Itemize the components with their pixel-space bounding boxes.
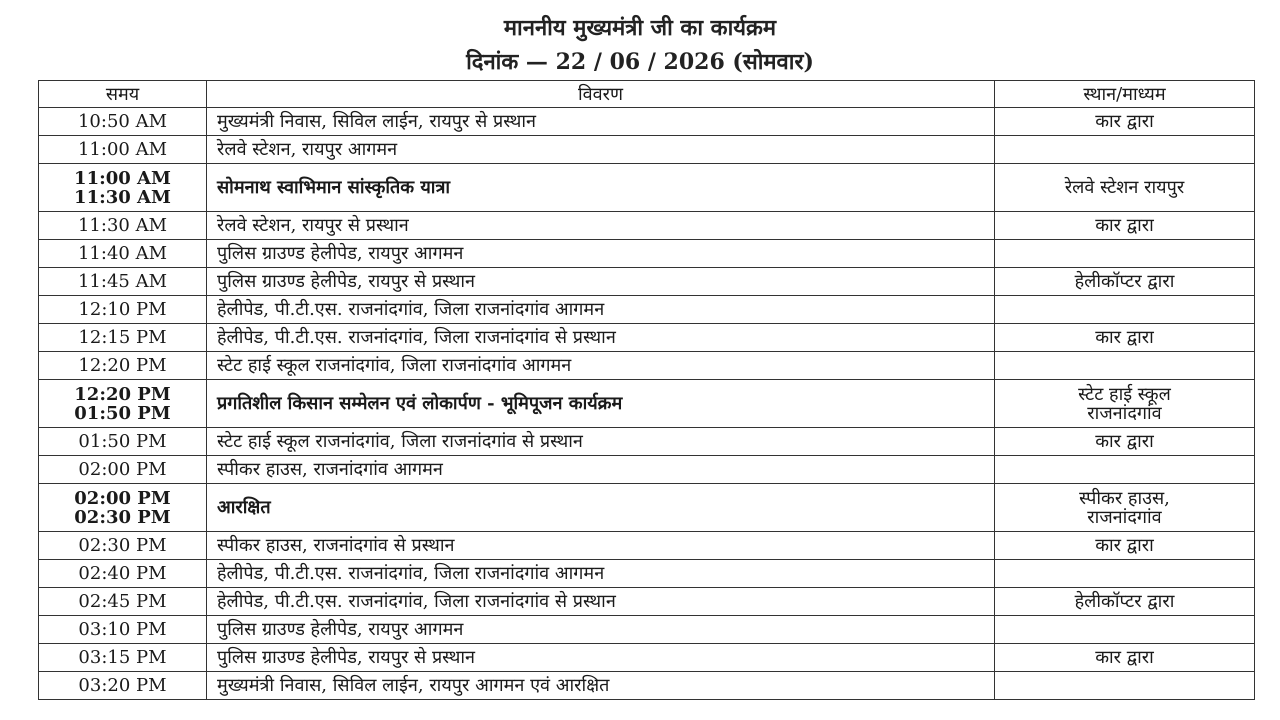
document-date: दिनांक — 22 / 06 / 2026 (सोमवार) bbox=[466, 49, 814, 75]
table-row bbox=[39, 296, 1255, 324]
place-value: रेलवे स्टेशन रायपुर bbox=[1064, 177, 1185, 198]
place-value: स्टेट हाई स्कूल bbox=[1078, 383, 1171, 405]
time-cell bbox=[39, 380, 207, 428]
table-row bbox=[39, 532, 1255, 560]
time-cell bbox=[39, 428, 207, 456]
description-cell: स्पीकर हाउस, राजनांदगांव आगमन bbox=[207, 456, 995, 484]
time-value: 03:10 PM bbox=[78, 619, 167, 640]
time-value: 12:10 PM bbox=[78, 299, 167, 320]
description-cell: पुलिस ग्राउण्ड हेलीपेड, रायपुर आगमन bbox=[207, 616, 995, 644]
schedule-body bbox=[39, 108, 1255, 700]
time-value: 02:30 PM bbox=[78, 535, 167, 556]
table-row bbox=[39, 644, 1255, 672]
time-cell bbox=[39, 240, 207, 268]
time-value: 11:30 AM bbox=[77, 215, 168, 236]
time-value: 12:20 PM bbox=[78, 355, 167, 376]
time-value: 12:20 PM bbox=[74, 383, 171, 405]
time-cell bbox=[39, 268, 207, 296]
time-value: 02:30 PM bbox=[74, 506, 171, 528]
time-cell bbox=[39, 532, 207, 560]
time-cell bbox=[39, 616, 207, 644]
place-cell bbox=[995, 672, 1255, 700]
description-cell: सोमनाथ स्वाभिमान सांस्कृतिक यात्रा bbox=[207, 164, 995, 212]
description-cell: मुख्यमंत्री निवास, सिविल लाईन, रायपुर आगमन एवं आरक्षित bbox=[207, 672, 995, 700]
place-cell bbox=[995, 616, 1255, 644]
description-cell: रेलवे स्टेशन, रायपुर से प्रस्थान bbox=[207, 212, 995, 240]
table-row bbox=[39, 616, 1255, 644]
description-cell: पुलिस ग्राउण्ड हेलीपेड, रायपुर आगमन bbox=[207, 240, 995, 268]
table-row bbox=[39, 324, 1255, 352]
time-value: 02:45 PM bbox=[78, 591, 167, 612]
time-value: 11:00 AM bbox=[74, 167, 171, 189]
place-cell bbox=[995, 108, 1255, 136]
place-cell bbox=[995, 456, 1255, 484]
document-title: माननीय मुख्यमंत्री जी का कार्यक्रम bbox=[503, 15, 777, 41]
time-cell bbox=[39, 644, 207, 672]
description-cell: हेलीपेड, पी.टी.एस. राजनांदगांव, जिला राजनांदगांव से प्रस्थान bbox=[207, 588, 995, 616]
table-header-row bbox=[39, 81, 1255, 108]
place-cell bbox=[995, 136, 1255, 164]
place-cell bbox=[995, 164, 1255, 212]
place-cell bbox=[995, 324, 1255, 352]
table-row bbox=[39, 240, 1255, 268]
place-value: कार द्वारा bbox=[1095, 215, 1154, 236]
time-cell bbox=[39, 108, 207, 136]
time-value: 02:00 PM bbox=[78, 459, 167, 480]
description-cell: रेलवे स्टेशन, रायपुर आगमन bbox=[207, 136, 995, 164]
table-row bbox=[39, 456, 1255, 484]
time-value: 12:15 PM bbox=[78, 327, 167, 348]
time-value: 11:45 AM bbox=[77, 271, 168, 292]
place-value: कार द्वारा bbox=[1095, 647, 1154, 668]
description-cell: प्रगतिशील किसान सम्मेलन एवं लोकार्पण - भूमिपूजन कार्यक्रम bbox=[207, 380, 995, 428]
place-cell bbox=[995, 560, 1255, 588]
place-value: कार द्वारा bbox=[1095, 327, 1154, 348]
place-value: कार द्वारा bbox=[1095, 111, 1154, 132]
place-cell bbox=[995, 588, 1255, 616]
table-row bbox=[39, 672, 1255, 700]
table-row bbox=[39, 428, 1255, 456]
place-cell bbox=[995, 484, 1255, 532]
place-value: राजनांदगांव bbox=[1087, 402, 1162, 424]
place-value: राजनांदगांव bbox=[1087, 506, 1162, 528]
description-cell: स्टेट हाई स्कूल राजनांदगांव, जिला राजनांदगांव से प्रस्थान bbox=[207, 428, 995, 456]
cut-off-header-line bbox=[0, 0, 1280, 6]
time-cell bbox=[39, 212, 207, 240]
time-value: 02:40 PM bbox=[78, 563, 167, 584]
time-value: 11:30 AM bbox=[74, 186, 171, 208]
place-cell bbox=[995, 644, 1255, 672]
table-row bbox=[39, 136, 1255, 164]
place-cell bbox=[995, 352, 1255, 380]
time-value: 02:00 PM bbox=[74, 487, 171, 509]
time-cell bbox=[39, 324, 207, 352]
table-row bbox=[39, 212, 1255, 240]
place-value: हेलीकॉप्टर द्वारा bbox=[1074, 271, 1175, 292]
time-cell bbox=[39, 560, 207, 588]
place-value: कार द्वारा bbox=[1095, 535, 1154, 556]
time-cell bbox=[39, 296, 207, 324]
table-row bbox=[39, 352, 1255, 380]
schedule-table bbox=[38, 80, 1255, 700]
place-cell bbox=[995, 212, 1255, 240]
time-cell bbox=[39, 164, 207, 212]
header-description: विवरण bbox=[207, 81, 995, 108]
time-cell bbox=[39, 484, 207, 532]
place-cell bbox=[995, 240, 1255, 268]
place-value: कार द्वारा bbox=[1095, 431, 1154, 452]
place-cell bbox=[995, 268, 1255, 296]
header-place: स्थान/माध्यम bbox=[995, 81, 1255, 108]
table-row bbox=[39, 108, 1255, 136]
time-cell bbox=[39, 672, 207, 700]
place-cell bbox=[995, 380, 1255, 428]
time-value: 11:00 AM bbox=[77, 139, 168, 160]
header-time: समय bbox=[39, 81, 207, 108]
description-cell: आरक्षित bbox=[207, 484, 995, 532]
place-cell bbox=[995, 428, 1255, 456]
description-cell: स्टेट हाई स्कूल राजनांदगांव, जिला राजनांदगांव आगमन bbox=[207, 352, 995, 380]
time-cell bbox=[39, 456, 207, 484]
description-cell: हेलीपेड, पी.टी.एस. राजनांदगांव, जिला राजनांदगांव आगमन bbox=[207, 560, 995, 588]
time-value: 11:40 AM bbox=[77, 243, 168, 264]
time-value: 03:15 PM bbox=[78, 647, 167, 668]
description-cell: हेलीपेड, पी.टी.एस. राजनांदगांव, जिला राजनांदगांव से प्रस्थान bbox=[207, 324, 995, 352]
table-row bbox=[39, 560, 1255, 588]
description-cell: स्पीकर हाउस, राजनांदगांव से प्रस्थान bbox=[207, 532, 995, 560]
table-row bbox=[39, 380, 1255, 428]
description-cell: पुलिस ग्राउण्ड हेलीपेड, रायपुर से प्रस्थान bbox=[207, 644, 995, 672]
description-cell: पुलिस ग्राउण्ड हेलीपेड, रायपुर से प्रस्थान bbox=[207, 268, 995, 296]
description-cell: हेलीपेड, पी.टी.एस. राजनांदगांव, जिला राजनांदगांव आगमन bbox=[207, 296, 995, 324]
time-cell bbox=[39, 352, 207, 380]
time-cell bbox=[39, 136, 207, 164]
time-value: 01:50 PM bbox=[78, 431, 167, 452]
table-row bbox=[39, 164, 1255, 212]
table-row bbox=[39, 588, 1255, 616]
place-value: स्पीकर हाउस, bbox=[1079, 487, 1170, 509]
time-value: 01:50 PM bbox=[74, 402, 171, 424]
time-value: 10:50 AM bbox=[77, 111, 168, 132]
place-cell bbox=[995, 532, 1255, 560]
description-cell: मुख्यमंत्री निवास, सिविल लाईन, रायपुर से प्रस्थान bbox=[207, 108, 995, 136]
table-row bbox=[39, 484, 1255, 532]
time-value: 03:20 PM bbox=[78, 675, 167, 696]
place-cell bbox=[995, 296, 1255, 324]
time-cell bbox=[39, 588, 207, 616]
table-row bbox=[39, 268, 1255, 296]
place-value: हेलीकॉप्टर द्वारा bbox=[1074, 591, 1175, 612]
